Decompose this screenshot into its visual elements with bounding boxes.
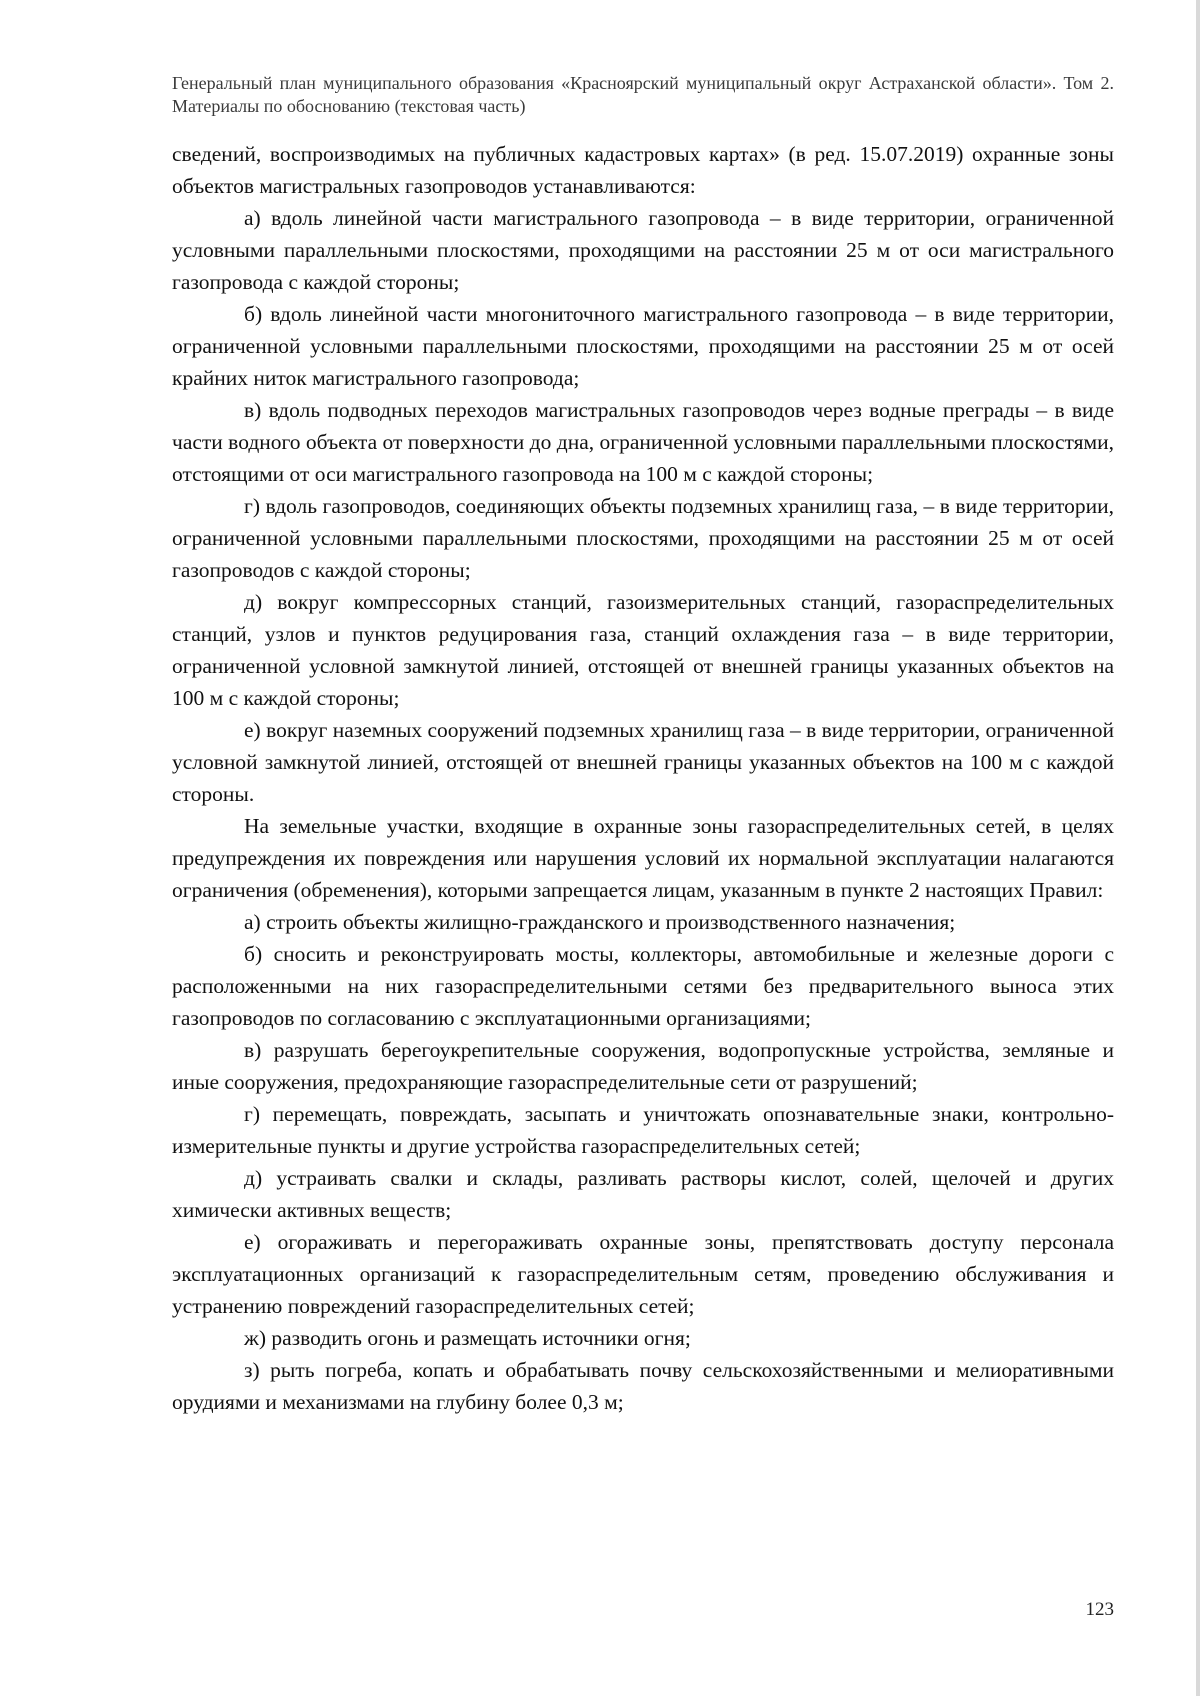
restriction-item-v: в) разрушать берегоукрепительные сооружения, водопропускные устройства, земляные и иные сооружения, предохраняющие газораспределительные сети от разрушений;	[172, 1038, 1114, 1094]
running-header: Генеральный план муниципального образования «Красноярский муниципальный округ Астраханской области». Том 2. Материалы по обоснованию (текстовая часть)	[172, 73, 1114, 116]
list-item-d: д) вокруг компрессорных станций, газоизмерительных станций, газораспределительных станций, узлов и пунктов редуцирования газа, станций охлаждения газа – в виде территории, ограниченной условной замкнутой линией, отстоящей от внешней границы указанных объектов на 100 м с каждой стороны;	[172, 590, 1114, 710]
restriction-item-z: з) рыть погреба, копать и обрабатывать почву сельскохозяйственными и мелиоративными орудиями и механизмами на глубину более 0,3 м;	[172, 1358, 1114, 1414]
paragraph-restrictions-intro: На земельные участки, входящие в охранные зоны газораспределительных сетей, в целях предупреждения их повреждения или нарушения условий их нормальной эксплуатации налагаются ограничения (обременения), которыми запрещается лицам, указанным в пункте 2 настоящих Правил:	[172, 814, 1114, 902]
restriction-item-e: е) огораживать и перегораживать охранные зоны, препятствовать доступу персонала эксплуатационных организаций к газораспределительным сетям, проведению обслуживания и устранению повреждений газораспределительных сетей;	[172, 1230, 1114, 1318]
paragraph-continuation: сведений, воспроизводимых на публичных кадастровых картах» (в ред. 15.07.2019) охранные зоны объектов магистральных газопроводов устанавливаются:	[172, 142, 1114, 198]
restriction-item-zh: ж) разводить огонь и размещать источники огня;	[244, 1326, 691, 1350]
restriction-item-a: а) строить объекты жилищно-гражданского и производственного назначения;	[244, 910, 956, 934]
list-item-b: б) вдоль линейной части многониточного магистрального газопровода – в виде территории, ограниченной условными параллельными плоскостями, проходящими на расстоянии 25 м от осей крайних ниток магистрального газопровода;	[172, 302, 1114, 390]
list-item-a: а) вдоль линейной части магистрального газопровода – в виде территории, ограниченной условными параллельными плоскостями, проходящими на расстоянии 25 м от оси магистрального газопровода с каждой стороны;	[172, 206, 1114, 294]
page-edge-shadow	[1196, 0, 1200, 1696]
page-number: 123	[1085, 1599, 1114, 1620]
list-item-g: г) вдоль газопроводов, соединяющих объекты подземных хранилищ газа, – в виде территории, ограниченной условными параллельными плоскостями, проходящими на расстоянии 25 м от осей газопроводов с каждой стороны;	[172, 494, 1114, 582]
restriction-item-b: б) сносить и реконструировать мосты, коллекторы, автомобильные и железные дороги с расположенными на них газораспределительными сетями без предварительного выноса этих газопроводов по согласованию с эксплуатационными организациями;	[172, 942, 1114, 1030]
document-body	[172, 138, 1114, 1418]
list-item-v: в) вдоль подводных переходов магистральных газопроводов через водные преграды – в виде части водного объекта от поверхности до дна, ограниченной условными параллельными плоскостями, отстоящими от оси магистрального газопровода на 100 м с каждой стороны;	[172, 398, 1114, 486]
list-item-e: е) вокруг наземных сооружений подземных хранилищ газа – в виде территории, ограниченной условной замкнутой линией, отстоящей от внешней границы указанных объектов на 100 м с каждой стороны.	[172, 718, 1114, 806]
restriction-item-g: г) перемещать, повреждать, засыпать и уничтожать опознавательные знаки, контрольно-измерительные пункты и другие устройства газораспределительных сетей;	[172, 1102, 1114, 1158]
restriction-item-d: д) устраивать свалки и склады, разливать растворы кислот, солей, щелочей и других химически активных веществ;	[172, 1166, 1114, 1222]
